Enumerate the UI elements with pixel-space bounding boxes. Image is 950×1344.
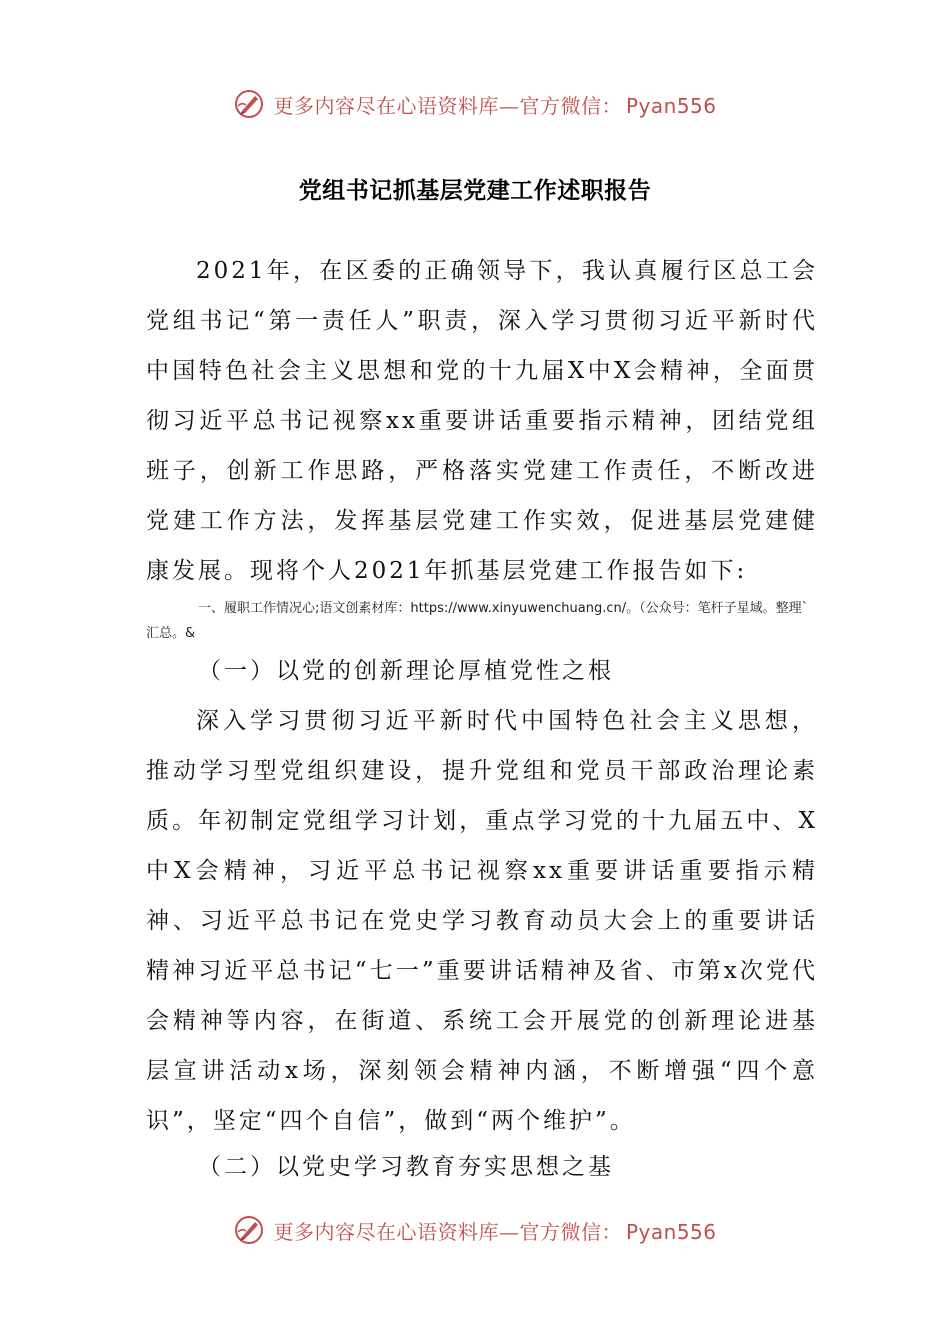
banner-slogan: 更多内容尽在心语资料库—官方微信： [273, 93, 622, 118]
document-title: 党组书记抓基层党建工作述职报告 [298, 177, 652, 204]
pen-quill-logo-icon [233, 1214, 265, 1246]
section-note: 一、履职工作情况心;语文创素材库：https://www.xinyuwenchuang.cn/。（公众号：笔杆子星域。整理`汇总。& [146, 601, 809, 641]
body-paragraph-intro: 2021年，在区委的正确领导下，我认真履行区总工会党组书记“第一责任人”职责，深入学习贯彻习近平新时代中国特色社会主义思想和党的十九届X中X会精神，全面贯彻习近平总书记视察xx重要讲话重要指示精神，团结党组班子，创新工作思路，严格落实党建工作责任，不断改进党建工作方法，发挥基层党建工作实效，促进基层党建健康发展。现将个人2021年抓基层党建工作报告如下: [146, 258, 818, 584]
body-paragraph-study: 深入学习贯彻习近平新时代中国特色社会主义思想，推动学习型党组织建设，提升党组和党员干部政治理论素质。年初制定党组学习计划，重点学习党的十九届五中、X中X会精神，习近平总书记视察xx重要讲话重要指示精神、习近平总书记在党史学习教育动员大会上的重要讲话精神习近平总书记“七一”重要讲话精神及省、市第x次党代会精神等内容，在街道、系统工会开展党的创新理论进基层宣讲活动x场，深刻领会精神内涵，不断增强“四个意识”，坚定“四个自信”，做到“两个维护”。 [146, 708, 818, 1134]
section-heading-2: （二）以党史学习教育夯实思想之基 [198, 1154, 614, 1180]
header-banner [0, 82, 950, 126]
banner-slogan: 更多内容尽在心语资料库—官方微信： [273, 1219, 622, 1244]
banner-wechat-id: Pyan556 [625, 1219, 717, 1244]
section-heading-1: （一）以党的创新理论厚植党性之根 [198, 658, 614, 684]
banner-content [233, 1214, 716, 1246]
banner-text [273, 90, 716, 119]
banner-wechat-id: Pyan556 [625, 93, 717, 118]
banner-text [273, 1216, 716, 1245]
footer-banner [0, 1208, 950, 1252]
banner-content [233, 88, 716, 120]
pen-quill-logo-icon [233, 88, 265, 120]
